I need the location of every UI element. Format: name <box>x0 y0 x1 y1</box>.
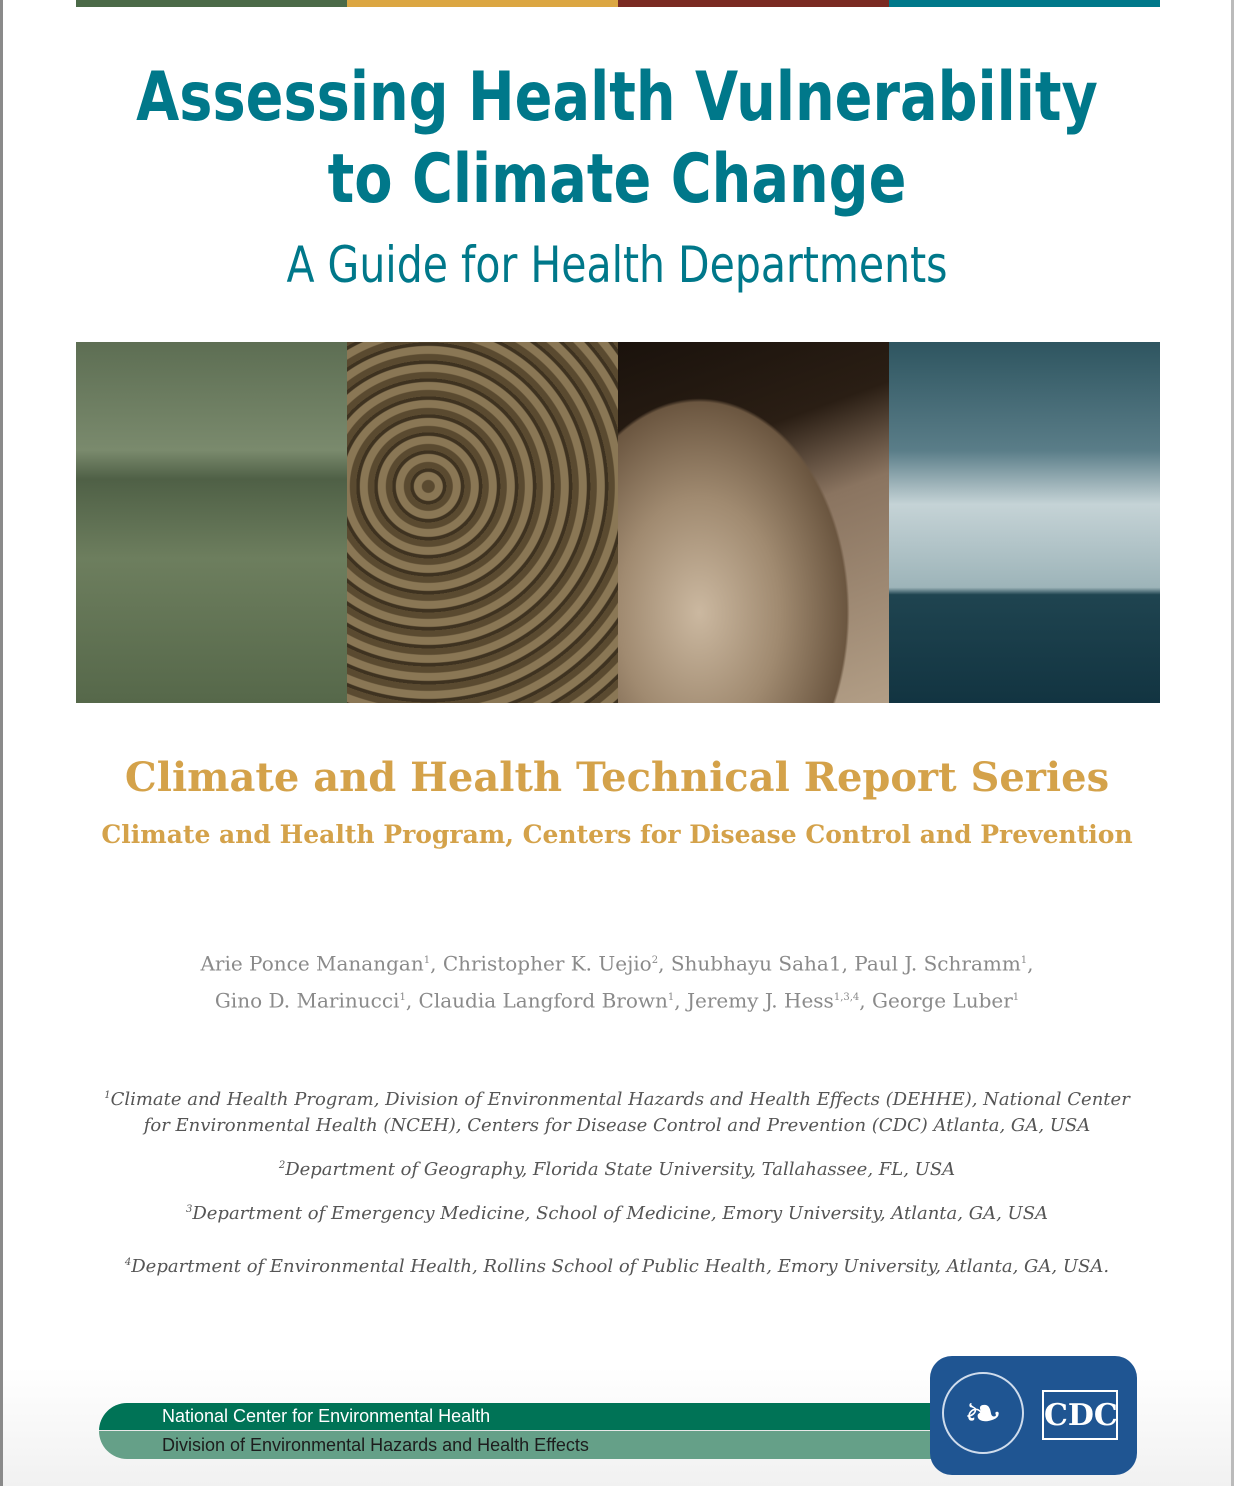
author: Gino D. Marinucci <box>214 988 400 1013</box>
author-sup: 1 <box>667 991 675 1003</box>
iceberg-photo <box>889 342 1160 703</box>
affiliation-3 <box>0 1197 1234 1227</box>
sep: , <box>859 988 872 1013</box>
aff-text: Department of Environmental Health, Rollins School of Public Health, Emory University, Atlanta, GA, USA. <box>131 1256 1110 1277</box>
affiliation-4 <box>0 1250 1234 1280</box>
aff-text: Climate and Health Program, Division of Environmental Hazards and Health Effects (DEHHE), National Center for Environmental Health (NCEH), Centers for Disease Control and Prevention (CDC) Atlanta, GA, USA <box>110 1089 1130 1136</box>
aff-sup: 3 <box>185 1204 193 1215</box>
title-line-2: to Climate Change <box>327 140 907 219</box>
nceh-label: National Center for Environmental Health <box>99 1403 939 1430</box>
author: Arie Ponce Manangan <box>200 951 424 976</box>
color-bar <box>76 0 1160 7</box>
division-label: Division of Environmental Hazards and Health Effects <box>99 1430 939 1459</box>
sunflower-drought-photo <box>347 342 618 703</box>
sep: , <box>674 988 687 1013</box>
aff-text: Department of Geography, Florida State University, Tallahassee, FL, USA <box>285 1159 956 1180</box>
cornfield-photo <box>76 342 347 703</box>
author-sup: 1 <box>423 955 431 966</box>
photo-strip <box>76 342 1160 703</box>
author: Jeremy J. Hess <box>686 988 834 1013</box>
sep: , <box>658 951 671 976</box>
author-sup: 1 <box>1012 991 1020 1003</box>
author-sup: 2 <box>651 955 659 966</box>
hhs-eagle-seal-icon: ❧ <box>942 1372 1024 1454</box>
hurricane-photo <box>618 342 889 703</box>
author-sup: 1 <box>1020 955 1028 966</box>
sep: , <box>430 951 443 976</box>
affiliation-2 <box>0 1153 1234 1183</box>
nceh-banner <box>99 1403 939 1459</box>
aff-sup: 1 <box>104 1090 111 1101</box>
authors <box>0 944 1234 1017</box>
author-sup: 1 <box>399 991 406 1003</box>
sep: , <box>405 988 419 1013</box>
author: Christopher K. Uejio <box>442 951 652 976</box>
subtitle: A Guide for Health Departments <box>286 236 948 294</box>
author: Paul J. Schramm <box>854 951 1021 976</box>
sep: , <box>1027 951 1034 976</box>
sep: , <box>841 951 855 976</box>
affiliation-1 <box>0 1083 1234 1139</box>
author: Shubhayu Saha1 <box>670 951 842 976</box>
program-name: Climate and Health Program, Centers for Disease Control and Prevention <box>101 820 1133 849</box>
author-sup: 1,3,4 <box>833 991 860 1003</box>
series-title: Climate and Health Technical Report Series <box>124 754 1110 801</box>
title-line-1: Assessing Health Vulnerability <box>136 58 1098 137</box>
aff-sup: 2 <box>278 1160 286 1171</box>
cdc-logo <box>930 1356 1137 1475</box>
cdc-wordmark: CDC <box>1042 1390 1118 1440</box>
author: George Luber <box>872 988 1013 1013</box>
author: Claudia Langford Brown <box>418 988 668 1013</box>
aff-text: Department of Emergency Medicine, School of Medicine, Emory University, Atlanta, GA, USA <box>192 1203 1049 1224</box>
aff-sup: 4 <box>124 1257 132 1268</box>
